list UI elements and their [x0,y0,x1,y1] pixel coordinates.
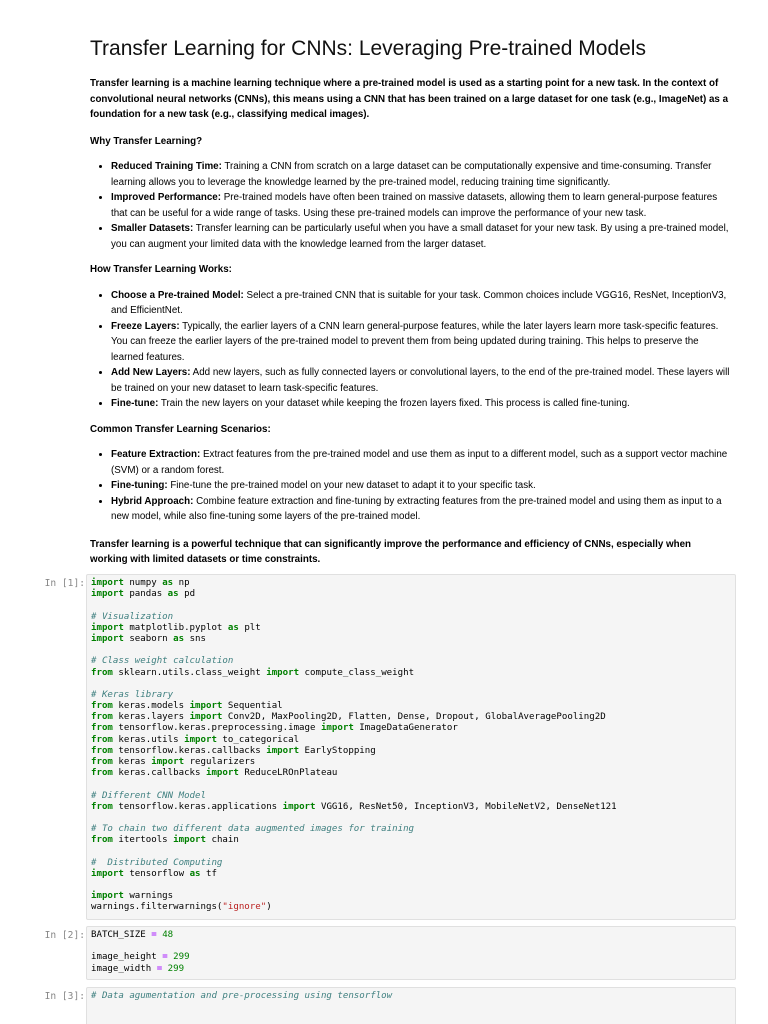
code-token: as [162,578,174,588]
code-token: import [91,622,124,633]
code-token: itertools [112,835,174,846]
code-line [91,779,731,790]
code-token: pandas [123,589,168,600]
list-item [111,159,730,190]
code-token: = [162,952,168,963]
code-token: from [91,757,113,767]
code-token: # Visualization [91,611,174,622]
code-token: import [91,633,124,644]
list-item [111,478,730,494]
code-line [91,768,731,779]
section-heading-how: How Transfer Learning Works: [90,264,232,275]
code-line [91,802,731,813]
code-token: import [151,757,185,767]
conclusion-paragraph: Transfer learning is a powerful technique that can significantly improve the performance and efficiency of CNNs, especially when working with limited datasets or time constraints. [90,538,692,565]
item-text: Extract features from the pre-trained model and use them as input to a different model, such as a support vector machine (SVM) or a random forest. [111,449,728,476]
item-text: Transfer learning can be particularly useful when you have a small dataset for your new task. By using a pre-trained model, you can augment your limited data with the knowledge learned from the larger dataset. [111,223,729,250]
code-token: # Class weight calculation [91,656,234,667]
code-line [91,813,731,824]
code-token: keras.callbacks [112,768,206,779]
code-line [91,952,731,963]
item-text: Pre-trained models have often been trained on massive datasets, allowing them to learn general-purpose features that can be useful for a wide range of tasks. Using these pre-trained models can improve the performance of your new task. [111,192,718,219]
list-item [111,221,730,252]
code-editor[interactable] [86,574,736,920]
item-text: Train the new layers on your dataset while keeping the frozen layers fixed. This process is called fine-tuning. [158,398,630,409]
code-line [91,690,731,701]
code-token: from [91,835,113,846]
list-item [111,365,730,396]
code-token: import [91,578,124,588]
code-line [91,880,731,891]
code-line [91,902,731,913]
code-token: import [189,701,223,712]
item-label: Choose a Pre-trained Model: [111,289,244,301]
code-token: tensorflow.keras.preprocessing.image [112,723,321,734]
item-label: Fine-tune: [111,398,159,409]
code-line [91,824,731,835]
code-token: from [91,712,113,723]
code-line [91,858,731,869]
code-line [91,679,731,690]
code-line [91,701,731,712]
code-line [91,668,731,679]
code-line [91,941,731,952]
code-token: pd [178,589,196,600]
code-token: as [227,622,239,633]
code-token: VGG16, ResNet50, InceptionV3, MobileNetV2, DenseNet121 [315,801,617,812]
code-token: import [91,868,124,879]
code-token: import [205,768,239,779]
code-line [91,656,731,667]
item-label: Smaller Datasets: [111,223,194,234]
code-token: as [167,589,179,600]
item-label: Reduced Training Time: [111,161,222,172]
code-token: 299 [173,952,190,963]
code-line [91,712,731,723]
code-token: regularizers [184,757,256,767]
code-token: to_categorical [216,734,300,745]
list-item [111,447,730,478]
code-token: tensorflow.keras.callbacks [112,745,267,756]
item-label: Hybrid Approach: [111,495,194,507]
code-token: np [173,578,190,588]
code-token: chain [206,835,239,846]
cell-prompt: In [2]: [44,930,85,941]
code-line [91,735,731,746]
code-token: # Keras library [91,689,174,700]
code-token: 299 [167,963,185,974]
list-scenarios [90,447,730,525]
code-line [91,723,731,734]
code-token: warnings.filterwarnings( [91,902,223,913]
list-how [90,288,730,412]
item-text: Combine feature extraction and fine-tuning by extracting features from the pre-trained model and using them as input to a new model, while also fine-tuning some layers of the pre-trained model. [111,495,722,522]
list-item [111,396,730,412]
code-token: seaborn [123,633,174,644]
code-line [91,623,731,634]
code-line [91,589,731,600]
section-heading-scenarios: Common Transfer Learning Scenarios: [90,423,271,435]
code-token: # Distributed Computing [91,857,223,868]
code-token: keras.models [112,701,190,712]
code-token: = [156,963,163,974]
code-line [91,757,731,768]
code-token: from [91,723,113,734]
code-line [91,891,731,902]
code-line [91,746,731,757]
code-token: import [266,667,300,678]
code-token: import [189,712,223,723]
code-token: ImageDataGenerator [353,723,458,734]
list-item [111,494,730,525]
code-token: as [189,868,201,879]
code-token: from [91,801,113,812]
code-token: from [91,734,113,745]
item-text: Typically, the earlier layers of a CNN learn general-purpose features, while the later layers learn more task-specific features. You can freeze the earlier layers of the pre-trained model to prevent them from being updated during training. This helps to preserve the learned features. [111,320,719,363]
cell-prompt: In [1]: [44,578,85,589]
code-token: keras.layers [112,712,190,723]
code-token: compute_class_weight [299,667,415,678]
code-token: # To chain two different data augmented images for training [91,824,415,835]
item-label: Freeze Layers: [111,320,180,332]
code-token: import [282,801,316,812]
code-token: plt [238,622,261,633]
code-token: # Data agumentation and pre-processing using tensorflow [91,991,393,1001]
code-editor[interactable] [86,987,736,1024]
code-line [91,612,731,623]
code-token: sns [184,633,206,644]
code-line [91,847,731,858]
code-token: # Different CNN Model [91,790,206,801]
intro-paragraph: Transfer learning is a machine learning technique where a pre-trained model is used as a starting point for a new task. In the context of convolutional neural networks (CNNs), this means using a CNN that has been trained on a large dataset for one task (e.g., ImageNet) as a foundation for a new task (e.g., classifying medical images). [90,78,729,120]
markdown-cell [90,0,730,568]
code-token: from [91,745,113,756]
code-line [91,578,731,589]
code-editor[interactable] [86,926,736,980]
code-token: EarlyStopping [299,745,376,756]
code-token: BATCH_SIZE [91,930,152,940]
code-token: from [91,701,113,712]
item-label: Improved Performance: [111,192,221,203]
item-text: Select a pre-trained CNN that is suitable for your task. Common choices include VGG16, ResNet, InceptionV3, and EfficientNet. [111,289,727,316]
code-token: 48 [162,930,174,940]
code-line [91,930,731,941]
code-token: import [91,589,124,600]
code-token: from [91,667,113,678]
list-item [111,288,730,319]
code-token: = [151,930,157,940]
code-token: image_height [91,952,163,963]
code-token: sklearn.utils.class_weight [112,667,267,678]
cell-prompt: In [3]: [44,991,85,1002]
code-token: image_width [91,963,157,974]
code-token: keras.utils [112,734,185,745]
item-text: Add new layers, such as fully connected layers or convolutional layers, to the end of the pre-trained model. These layers will be trained on your new dataset to learn task-specific features. [111,367,730,394]
code-cell-3[interactable] [0,987,768,1024]
code-token: ) [266,902,272,913]
section-heading-why: Why Transfer Learning? [90,135,203,147]
list-item [111,190,730,221]
code-token: numpy [123,578,163,588]
code-token: import [173,835,206,846]
code-cell-2[interactable] [0,926,768,980]
code-token: import [320,723,354,734]
code-line [91,869,731,880]
code-line [91,645,731,656]
code-cell-1[interactable] [0,574,768,920]
item-label: Feature Extraction: [111,449,201,460]
code-line [91,634,731,645]
code-token: import [184,734,217,745]
item-label: Add New Layers: [111,367,191,378]
code-line [91,835,731,846]
code-line [91,964,731,975]
code-token: tf [200,868,217,879]
item-label: Fine-tuning: [111,480,168,491]
list-why [90,159,730,252]
page-title: Transfer Learning for CNNs: Leveraging Pre-trained Models [90,37,646,60]
code-token: matplotlib.pyplot [123,622,228,633]
code-token: ReduceLROnPlateau [238,768,338,779]
list-item [111,319,730,366]
code-line [91,791,731,802]
code-token: "ignore" [222,902,267,913]
code-token: Conv2D, MaxPooling2D, Flatten, Dense, Dropout, GlobalAveragePooling2D [222,712,606,723]
code-token: from [91,768,113,779]
code-token: as [173,633,185,644]
code-token: tensorflow.keras.applications [112,801,283,812]
code-token: Sequential [222,701,283,712]
code-line [91,600,731,611]
item-text: Fine-tune the pre-trained model on your new dataset to adapt it to your specific task. [167,480,536,491]
code-token: tensorflow [123,868,190,879]
item-text: Training a CNN from scratch on a large dataset can be computationally expensive and time-consuming. Transfer learning allows you to leverage the knowledge learned by the pre-trained model, reducing training time significantly. [111,161,712,188]
code-line [91,991,731,1002]
code-token: keras [112,757,152,767]
code-token: warnings [123,891,174,902]
code-token: import [266,745,300,756]
code-token: import [91,891,124,902]
